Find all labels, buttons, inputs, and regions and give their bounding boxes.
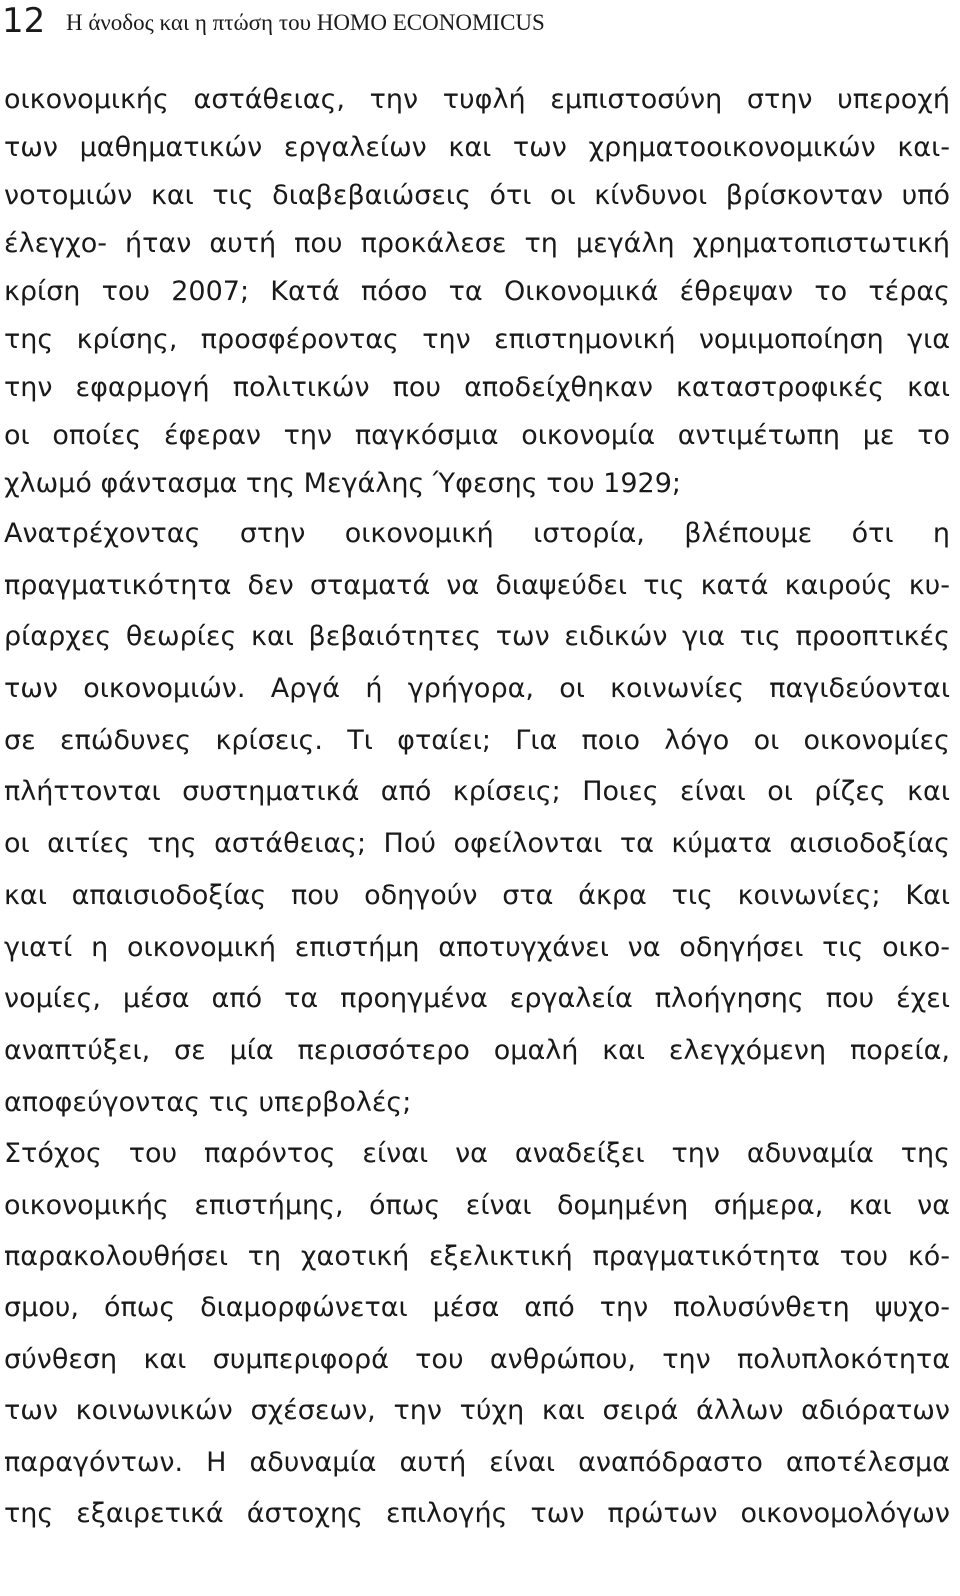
- text-line: Ανατρέχοντας στην οικονομική ιστορία, βλέπουμε ότι η: [4, 518, 950, 549]
- text-line: των μαθηματικών εργαλείων και των χρηματοοικονομικών και-: [4, 132, 950, 163]
- text-line: οικονομικής επιστήμης, όπως είναι δομημένη σήμερα, και να: [4, 1189, 950, 1221]
- running-head: Η άνοδος και η πτώση του HOMO ECONOMICUS: [66, 10, 545, 35]
- body-text: [4, 76, 950, 1539]
- paragraph-3: [4, 1128, 950, 1539]
- paragraph-2: [4, 508, 950, 1128]
- text-line: ρίαρχες θεωρίες και βεβαιότητες των ειδικών για τις προοπτικές: [4, 621, 950, 653]
- text-line: αποφεύγοντας τις υπερβολές;: [4, 1086, 412, 1118]
- text-line: παραγόντων. Η αδυναμία αυτή είναι αναπόδραστο αποτέλεσμα: [4, 1446, 950, 1478]
- page-header: [0, 0, 960, 50]
- text-line: γιατί η οικονομική επιστήμη αποτυγχάνει να οδηγήσει τις οικο-: [4, 931, 950, 963]
- text-line: νομίες, μέσα από τα προηγμένα εργαλεία πλοήγησης που έχει: [4, 983, 950, 1015]
- text-line: κρίση του 2007; Κατά πόσο τα Οικονομικά έθρεψαν το τέρας: [4, 276, 950, 307]
- page-number: 12: [2, 1, 46, 41]
- text-line: την εφαρμογή πολιτικών που αποδείχθηκαν καταστροφικές και: [4, 372, 950, 403]
- text-line: πλήττονται συστηματικά από κρίσεις; Ποιες είναι οι ρίζες και: [4, 776, 950, 808]
- text-line: και απαισιοδοξίας που οδηγούν στα άκρα τις κοινωνίες; Και: [4, 879, 950, 911]
- text-line: νοτομιών και τις διαβεβαιώσεις ότι οι κίνδυνοι βρίσκονταν υπό: [4, 180, 950, 211]
- text-line: χλωμό φάντασμα της Μεγάλης Ύφεσης του 1929;: [4, 468, 681, 499]
- text-line: οικονομικής αστάθειας, την τυφλή εμπιστοσύνη στην υπεροχή: [4, 84, 950, 115]
- text-line: παρακολουθήσει τη χαοτική εξελικτική πραγματικότητα του κό-: [4, 1241, 950, 1273]
- paragraph-1: [4, 76, 950, 508]
- text-line: της κρίσης, προσφέροντας την επιστημονική νομιμοποίηση για: [4, 324, 950, 355]
- text-line: των οικονομιών. Αργά ή γρήγορα, οι κοινωνίες παγιδεύονται: [4, 673, 950, 705]
- text-line: σύνθεση και συμπεριφορά του ανθρώπου, την πολυπλοκότητα: [4, 1343, 950, 1375]
- text-line: σμου, όπως διαμορφώνεται μέσα από την πολυσύνθετη ψυχο-: [4, 1292, 950, 1324]
- text-line: οι αιτίες της αστάθειας; Πού οφείλονται τα κύματα αισιοδοξίας: [4, 828, 950, 860]
- text-line: οι οποίες έφεραν την παγκόσμια οικονομία αντιμέτωπη με το: [4, 420, 950, 451]
- text-line: πραγματικότητα δεν σταματά να διαψεύδει τις κατά καιρούς κυ-: [4, 569, 950, 601]
- text-line: Στόχος του παρόντος είναι να αναδείξει την αδυναμία της: [4, 1138, 950, 1170]
- text-line: της εξαιρετικά άστοχης επιλογής των πρώτων οικονομολόγων: [4, 1497, 950, 1529]
- text-line: έλεγχο- ήταν αυτή που προκάλεσε τη μεγάλη χρηματοπιστωτική: [4, 228, 950, 259]
- text-line: σε επώδυνες κρίσεις. Τι φταίει; Για ποιο λόγο οι οικονομίες: [4, 724, 950, 756]
- text-line: των κοινωνικών σχέσεων, την τύχη και σειρά άλλων αδιόρατων: [4, 1395, 950, 1427]
- text-line: αναπτύξει, σε μία περισσότερο ομαλή και ελεγχόμενη πορεία,: [4, 1034, 950, 1066]
